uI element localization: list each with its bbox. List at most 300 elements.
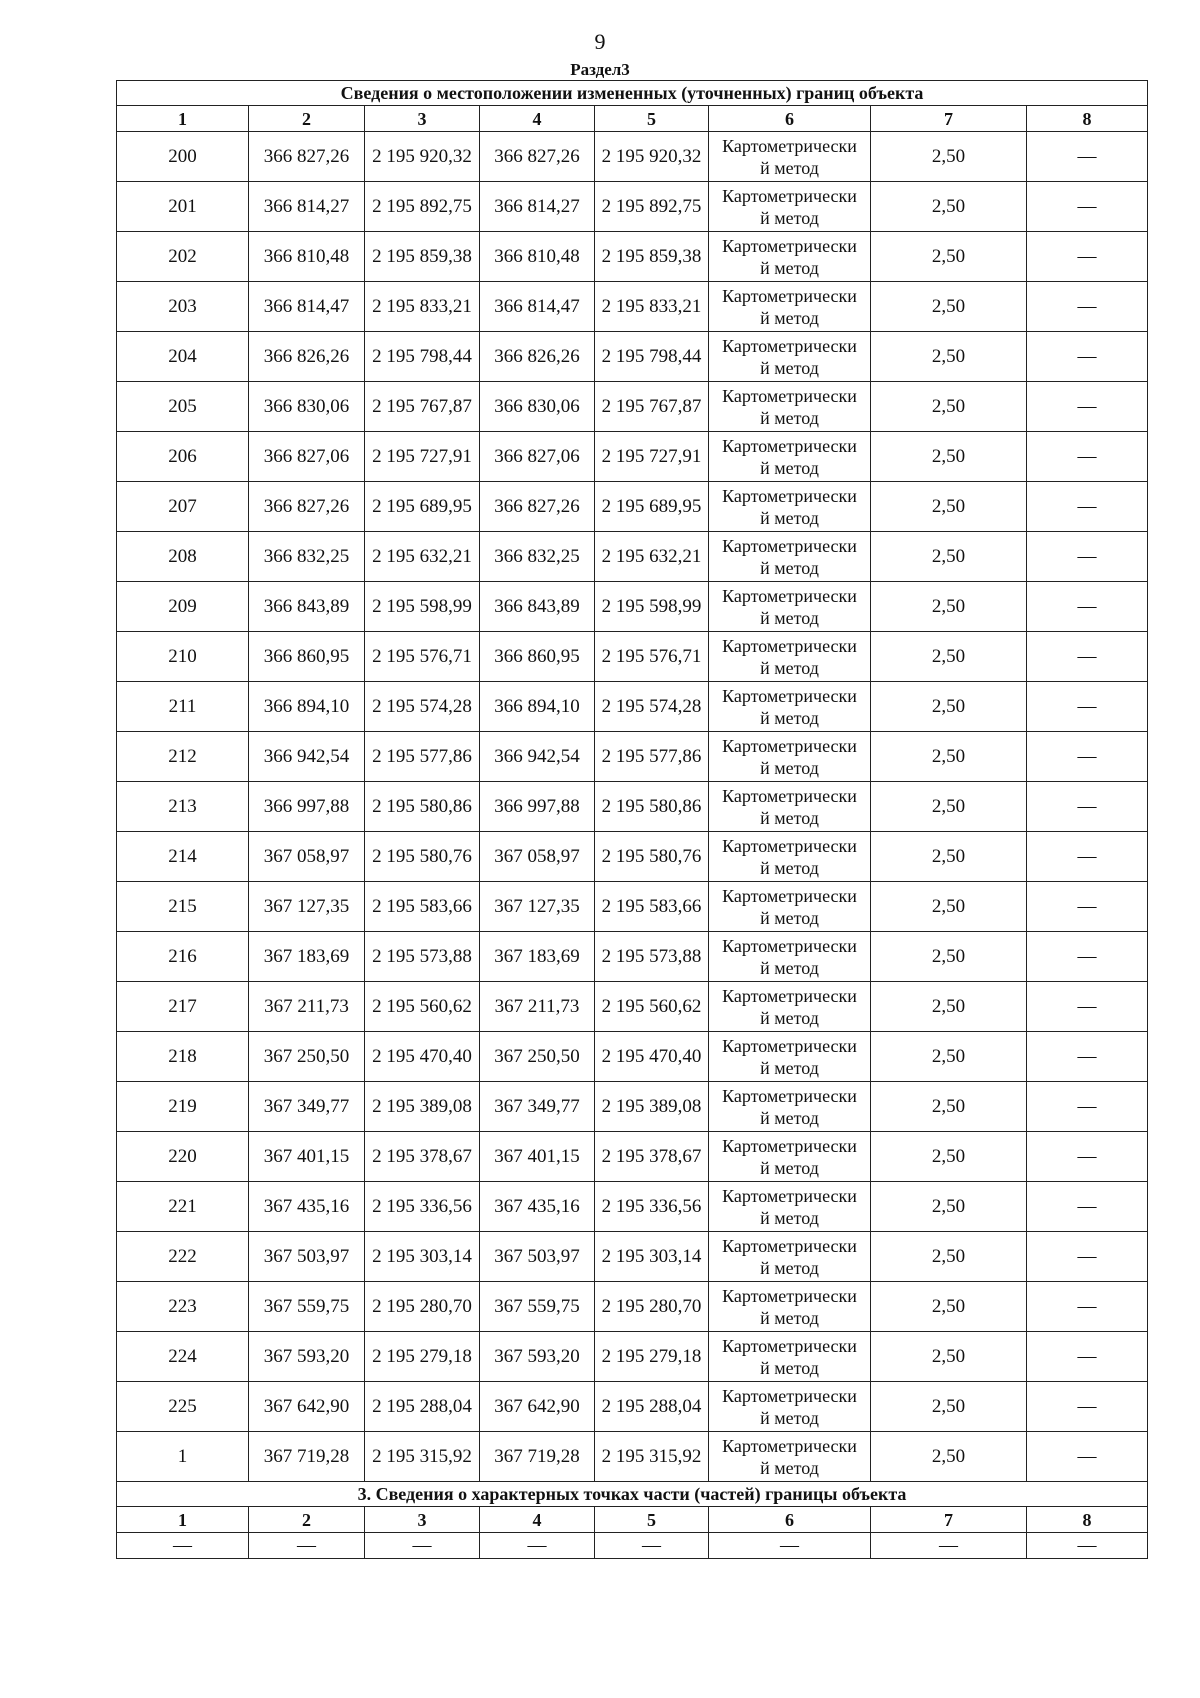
part-section-title-row	[117, 1482, 1148, 1507]
method-line-2: й метод	[760, 407, 819, 428]
y-existing-cell: 2 195 573,88	[365, 932, 480, 982]
column-number-5: 5	[595, 106, 709, 132]
accuracy-cell: 2,50	[871, 182, 1027, 232]
y-new-cell: 2 195 577,86	[595, 732, 709, 782]
table-row	[117, 432, 1148, 482]
point-number-cell: 211	[117, 682, 249, 732]
point-number-cell: 208	[117, 532, 249, 582]
point-number-cell: 221	[117, 1182, 249, 1232]
method-line-2: й метод	[760, 207, 819, 228]
method-line-2: й метод	[760, 1157, 819, 1178]
x-existing-cell: 367 349,77	[249, 1082, 365, 1132]
x-existing-cell: 367 058,97	[249, 832, 365, 882]
method-line-2: й метод	[760, 657, 819, 678]
method-cell	[709, 1432, 871, 1482]
method-cell	[709, 132, 871, 182]
x-existing-cell: 367 593,20	[249, 1332, 365, 1382]
note-cell: —	[1027, 782, 1148, 832]
y-existing-cell: 2 195 920,32	[365, 132, 480, 182]
x-existing-cell: 367 127,35	[249, 882, 365, 932]
note-cell: —	[1027, 682, 1148, 732]
y-existing-cell: 2 195 577,86	[365, 732, 480, 782]
table-row	[117, 782, 1148, 832]
section-title: Раздел3	[570, 60, 630, 79]
y-existing-cell: 2 195 583,66	[365, 882, 480, 932]
accuracy-cell: 2,50	[871, 1332, 1027, 1382]
accuracy-cell: 2,50	[871, 682, 1027, 732]
method-line-2: й метод	[760, 307, 819, 328]
y-new-cell: 2 195 833,21	[595, 282, 709, 332]
method-cell	[709, 632, 871, 682]
method-line-1: Картометрически	[722, 785, 857, 806]
column-number-8: 8	[1027, 106, 1148, 132]
table-row	[117, 1132, 1148, 1182]
x-new-cell: 366 810,48	[480, 232, 595, 282]
y-existing-cell: 2 195 315,92	[365, 1432, 480, 1482]
part-section-title: 3. Сведения о характерных точках части (частей) границы объекта	[117, 1482, 1148, 1507]
point-number-cell: 210	[117, 632, 249, 682]
method-line-2: й метод	[760, 757, 819, 778]
method-line-2: й метод	[760, 1207, 819, 1228]
part-empty-cell: —	[365, 1533, 480, 1559]
table-row	[117, 1332, 1148, 1382]
accuracy-cell: 2,50	[871, 582, 1027, 632]
method-line-1: Картометрически	[722, 585, 857, 606]
y-existing-cell: 2 195 574,28	[365, 682, 480, 732]
y-existing-cell: 2 195 279,18	[365, 1332, 480, 1382]
method-cell	[709, 482, 871, 532]
x-existing-cell: 366 860,95	[249, 632, 365, 682]
y-existing-cell: 2 195 288,04	[365, 1382, 480, 1432]
method-line-1: Картометрически	[722, 835, 857, 856]
accuracy-cell: 2,50	[871, 532, 1027, 582]
part-empty-cell: —	[871, 1533, 1027, 1559]
table-row	[117, 582, 1148, 632]
method-line-2: й метод	[760, 507, 819, 528]
part-column-number-2: 2	[249, 1507, 365, 1533]
point-number-cell: 215	[117, 882, 249, 932]
accuracy-cell: 2,50	[871, 632, 1027, 682]
x-new-cell: 367 183,69	[480, 932, 595, 982]
part-column-number-6: 6	[709, 1507, 871, 1533]
x-new-cell: 367 719,28	[480, 1432, 595, 1482]
coordinates-table	[116, 80, 1148, 1559]
method-line-2: й метод	[760, 1307, 819, 1328]
method-line-2: й метод	[760, 1457, 819, 1478]
part-empty-cell: —	[480, 1533, 595, 1559]
method-cell	[709, 382, 871, 432]
accuracy-cell: 2,50	[871, 482, 1027, 532]
point-number-cell: 209	[117, 582, 249, 632]
y-new-cell: 2 195 580,76	[595, 832, 709, 882]
table-row	[117, 332, 1148, 382]
note-cell: —	[1027, 382, 1148, 432]
method-line-1: Картометрически	[722, 1035, 857, 1056]
method-line-1: Картометрически	[722, 1385, 857, 1406]
table-row	[117, 1282, 1148, 1332]
note-cell: —	[1027, 732, 1148, 782]
y-new-cell: 2 195 920,32	[595, 132, 709, 182]
y-new-cell: 2 195 767,87	[595, 382, 709, 432]
point-number-cell: 202	[117, 232, 249, 282]
y-new-cell: 2 195 583,66	[595, 882, 709, 932]
note-cell: —	[1027, 1332, 1148, 1382]
method-line-2: й метод	[760, 357, 819, 378]
accuracy-cell: 2,50	[871, 782, 1027, 832]
table-row	[117, 682, 1148, 732]
x-new-cell: 366 997,88	[480, 782, 595, 832]
method-cell	[709, 882, 871, 932]
method-cell	[709, 282, 871, 332]
column-number-3: 3	[365, 106, 480, 132]
part-empty-cell: —	[117, 1533, 249, 1559]
note-cell: —	[1027, 132, 1148, 182]
y-new-cell: 2 195 389,08	[595, 1082, 709, 1132]
table-row	[117, 632, 1148, 682]
note-cell: —	[1027, 232, 1148, 282]
part-empty-cell: —	[249, 1533, 365, 1559]
accuracy-cell: 2,50	[871, 1382, 1027, 1432]
y-existing-cell: 2 195 336,56	[365, 1182, 480, 1232]
method-cell	[709, 432, 871, 482]
part-empty-cell: —	[709, 1533, 871, 1559]
method-cell	[709, 1232, 871, 1282]
y-existing-cell: 2 195 727,91	[365, 432, 480, 482]
part-column-number-7: 7	[871, 1507, 1027, 1533]
accuracy-cell: 2,50	[871, 232, 1027, 282]
accuracy-cell: 2,50	[871, 282, 1027, 332]
part-column-number-5: 5	[595, 1507, 709, 1533]
part-empty-cell: —	[1027, 1533, 1148, 1559]
x-new-cell: 366 814,27	[480, 182, 595, 232]
point-number-cell: 217	[117, 982, 249, 1032]
note-cell: —	[1027, 982, 1148, 1032]
method-line-2: й метод	[760, 1107, 819, 1128]
method-line-1: Картометрически	[722, 1335, 857, 1356]
method-line-1: Картометрически	[722, 485, 857, 506]
x-existing-cell: 367 503,97	[249, 1232, 365, 1282]
accuracy-cell: 2,50	[871, 1432, 1027, 1482]
y-new-cell: 2 195 632,21	[595, 532, 709, 582]
accuracy-cell: 2,50	[871, 1132, 1027, 1182]
y-existing-cell: 2 195 303,14	[365, 1232, 480, 1282]
method-cell	[709, 582, 871, 632]
table-row	[117, 1232, 1148, 1282]
x-existing-cell: 366 827,26	[249, 482, 365, 532]
y-new-cell: 2 195 859,38	[595, 232, 709, 282]
method-line-1: Картометрически	[722, 335, 857, 356]
point-number-cell: 224	[117, 1332, 249, 1382]
method-line-1: Картометрически	[722, 985, 857, 1006]
method-line-1: Картометрически	[722, 235, 857, 256]
x-new-cell: 366 827,26	[480, 132, 595, 182]
method-line-2: й метод	[760, 1257, 819, 1278]
method-cell	[709, 1282, 871, 1332]
x-existing-cell: 366 830,06	[249, 382, 365, 432]
point-number-cell: 204	[117, 332, 249, 382]
method-cell	[709, 1082, 871, 1132]
point-number-cell: 222	[117, 1232, 249, 1282]
method-line-1: Картометрически	[722, 885, 857, 906]
y-new-cell: 2 195 279,18	[595, 1332, 709, 1382]
x-existing-cell: 367 559,75	[249, 1282, 365, 1332]
y-new-cell: 2 195 598,99	[595, 582, 709, 632]
note-cell: —	[1027, 1232, 1148, 1282]
method-cell	[709, 782, 871, 832]
y-new-cell: 2 195 573,88	[595, 932, 709, 982]
note-cell: —	[1027, 282, 1148, 332]
y-new-cell: 2 195 560,62	[595, 982, 709, 1032]
y-existing-cell: 2 195 598,99	[365, 582, 480, 632]
column-number-4: 4	[480, 106, 595, 132]
x-new-cell: 366 827,26	[480, 482, 595, 532]
accuracy-cell: 2,50	[871, 982, 1027, 1032]
accuracy-cell: 2,50	[871, 382, 1027, 432]
accuracy-cell: 2,50	[871, 432, 1027, 482]
note-cell: —	[1027, 532, 1148, 582]
x-new-cell: 367 642,90	[480, 1382, 595, 1432]
method-cell	[709, 332, 871, 382]
x-existing-cell: 367 719,28	[249, 1432, 365, 1482]
x-new-cell: 367 349,77	[480, 1082, 595, 1132]
method-line-1: Картометрически	[722, 285, 857, 306]
table-row	[117, 1032, 1148, 1082]
y-existing-cell: 2 195 833,21	[365, 282, 480, 332]
method-line-1: Картометрически	[722, 1135, 857, 1156]
y-new-cell: 2 195 689,95	[595, 482, 709, 532]
accuracy-cell: 2,50	[871, 832, 1027, 882]
x-new-cell: 366 894,10	[480, 682, 595, 732]
point-number-cell: 218	[117, 1032, 249, 1082]
column-number-6: 6	[709, 106, 871, 132]
y-new-cell: 2 195 303,14	[595, 1232, 709, 1282]
column-number-7: 7	[871, 106, 1027, 132]
method-cell	[709, 1182, 871, 1232]
method-line-2: й метод	[760, 907, 819, 928]
note-cell: —	[1027, 1182, 1148, 1232]
accuracy-cell: 2,50	[871, 1182, 1027, 1232]
table-row	[117, 282, 1148, 332]
point-number-cell: 223	[117, 1282, 249, 1332]
method-cell	[709, 232, 871, 282]
column-number-2: 2	[249, 106, 365, 132]
x-new-cell: 367 593,20	[480, 1332, 595, 1382]
table-caption: Сведения о местоположении измененных (уточненных) границ объекта	[117, 81, 1148, 106]
method-line-2: й метод	[760, 1357, 819, 1378]
y-existing-cell: 2 195 689,95	[365, 482, 480, 532]
note-cell: —	[1027, 582, 1148, 632]
note-cell: —	[1027, 1382, 1148, 1432]
y-existing-cell: 2 195 378,67	[365, 1132, 480, 1182]
x-new-cell: 367 503,97	[480, 1232, 595, 1282]
accuracy-cell: 2,50	[871, 1082, 1027, 1132]
method-line-1: Картометрически	[722, 685, 857, 706]
x-new-cell: 366 814,47	[480, 282, 595, 332]
x-new-cell: 367 401,15	[480, 1132, 595, 1182]
method-cell	[709, 1332, 871, 1382]
x-existing-cell: 367 435,16	[249, 1182, 365, 1232]
x-new-cell: 366 830,06	[480, 382, 595, 432]
method-line-2: й метод	[760, 1407, 819, 1428]
table-row	[117, 182, 1148, 232]
x-existing-cell: 367 211,73	[249, 982, 365, 1032]
y-existing-cell: 2 195 576,71	[365, 632, 480, 682]
table-row	[117, 932, 1148, 982]
x-existing-cell: 366 942,54	[249, 732, 365, 782]
point-number-cell: 213	[117, 782, 249, 832]
x-existing-cell: 366 997,88	[249, 782, 365, 832]
note-cell: —	[1027, 1132, 1148, 1182]
y-existing-cell: 2 195 470,40	[365, 1032, 480, 1082]
point-number-cell: 206	[117, 432, 249, 482]
method-line-1: Картометрически	[722, 1435, 857, 1456]
method-line-2: й метод	[760, 607, 819, 628]
table-row	[117, 132, 1148, 182]
method-line-2: й метод	[760, 857, 819, 878]
y-new-cell: 2 195 378,67	[595, 1132, 709, 1182]
y-new-cell: 2 195 798,44	[595, 332, 709, 382]
table-row	[117, 232, 1148, 282]
y-existing-cell: 2 195 798,44	[365, 332, 480, 382]
method-line-1: Картометрически	[722, 385, 857, 406]
method-line-2: й метод	[760, 257, 819, 278]
method-line-1: Картометрически	[722, 1185, 857, 1206]
note-cell: —	[1027, 1282, 1148, 1332]
y-existing-cell: 2 195 280,70	[365, 1282, 480, 1332]
point-number-cell: 205	[117, 382, 249, 432]
y-new-cell: 2 195 892,75	[595, 182, 709, 232]
x-new-cell: 366 942,54	[480, 732, 595, 782]
x-existing-cell: 366 894,10	[249, 682, 365, 732]
table-row	[117, 732, 1148, 782]
note-cell: —	[1027, 432, 1148, 482]
table-row	[117, 1382, 1148, 1432]
method-line-2: й метод	[760, 457, 819, 478]
y-existing-cell: 2 195 632,21	[365, 532, 480, 582]
table-row	[117, 532, 1148, 582]
x-existing-cell: 367 183,69	[249, 932, 365, 982]
table-row	[117, 382, 1148, 432]
method-line-1: Картометрически	[722, 735, 857, 756]
note-cell: —	[1027, 832, 1148, 882]
y-new-cell: 2 195 574,28	[595, 682, 709, 732]
y-new-cell: 2 195 727,91	[595, 432, 709, 482]
accuracy-cell: 2,50	[871, 332, 1027, 382]
point-number-cell: 214	[117, 832, 249, 882]
x-new-cell: 366 860,95	[480, 632, 595, 682]
y-new-cell: 2 195 580,86	[595, 782, 709, 832]
accuracy-cell: 2,50	[871, 882, 1027, 932]
method-line-2: й метод	[760, 1007, 819, 1028]
x-new-cell: 366 827,06	[480, 432, 595, 482]
y-new-cell: 2 195 280,70	[595, 1282, 709, 1332]
part-column-numbers-row	[117, 1507, 1148, 1533]
part-column-number-4: 4	[480, 1507, 595, 1533]
method-cell	[709, 1032, 871, 1082]
y-existing-cell: 2 195 580,76	[365, 832, 480, 882]
method-line-1: Картометрически	[722, 535, 857, 556]
point-number-cell: 220	[117, 1132, 249, 1182]
note-cell: —	[1027, 482, 1148, 532]
method-line-1: Картометрически	[722, 635, 857, 656]
x-new-cell: 367 058,97	[480, 832, 595, 882]
method-cell	[709, 932, 871, 982]
x-existing-cell: 367 250,50	[249, 1032, 365, 1082]
part-column-number-8: 8	[1027, 1507, 1148, 1533]
method-line-1: Картометрически	[722, 1085, 857, 1106]
x-existing-cell: 366 827,26	[249, 132, 365, 182]
y-new-cell: 2 195 470,40	[595, 1032, 709, 1082]
point-number-cell: 225	[117, 1382, 249, 1432]
point-number-cell: 201	[117, 182, 249, 232]
method-line-1: Картометрически	[722, 135, 857, 156]
y-new-cell: 2 195 576,71	[595, 632, 709, 682]
part-empty-row	[117, 1533, 1148, 1559]
point-number-cell: 219	[117, 1082, 249, 1132]
y-existing-cell: 2 195 560,62	[365, 982, 480, 1032]
method-cell	[709, 682, 871, 732]
x-existing-cell: 366 814,47	[249, 282, 365, 332]
part-column-number-3: 3	[365, 1507, 480, 1533]
x-existing-cell: 366 810,48	[249, 232, 365, 282]
page-number: 9	[594, 29, 606, 54]
note-cell: —	[1027, 1432, 1148, 1482]
note-cell: —	[1027, 632, 1148, 682]
point-number-cell: 203	[117, 282, 249, 332]
y-new-cell: 2 195 336,56	[595, 1182, 709, 1232]
table-row	[117, 1082, 1148, 1132]
accuracy-cell: 2,50	[871, 1232, 1027, 1282]
y-existing-cell: 2 195 580,86	[365, 782, 480, 832]
point-number-cell: 207	[117, 482, 249, 532]
method-cell	[709, 182, 871, 232]
column-numbers-row	[117, 106, 1148, 132]
column-number-1: 1	[117, 106, 249, 132]
method-cell	[709, 1132, 871, 1182]
y-existing-cell: 2 195 892,75	[365, 182, 480, 232]
x-new-cell: 367 211,73	[480, 982, 595, 1032]
accuracy-cell: 2,50	[871, 1032, 1027, 1082]
part-empty-cell: —	[595, 1533, 709, 1559]
x-existing-cell: 366 814,27	[249, 182, 365, 232]
x-new-cell: 366 832,25	[480, 532, 595, 582]
method-line-2: й метод	[760, 557, 819, 578]
method-line-1: Картометрически	[722, 185, 857, 206]
method-line-2: й метод	[760, 157, 819, 178]
x-existing-cell: 366 832,25	[249, 532, 365, 582]
x-existing-cell: 367 401,15	[249, 1132, 365, 1182]
method-line-2: й метод	[760, 1057, 819, 1078]
method-line-2: й метод	[760, 707, 819, 728]
method-cell	[709, 832, 871, 882]
method-cell	[709, 732, 871, 782]
method-line-2: й метод	[760, 957, 819, 978]
point-number-cell: 200	[117, 132, 249, 182]
y-existing-cell: 2 195 859,38	[365, 232, 480, 282]
table-row	[117, 832, 1148, 882]
table-row	[117, 1432, 1148, 1482]
note-cell: —	[1027, 1082, 1148, 1132]
y-existing-cell: 2 195 767,87	[365, 382, 480, 432]
y-new-cell: 2 195 315,92	[595, 1432, 709, 1482]
method-line-2: й метод	[760, 807, 819, 828]
method-line-1: Картометрически	[722, 1285, 857, 1306]
note-cell: —	[1027, 1032, 1148, 1082]
y-existing-cell: 2 195 389,08	[365, 1082, 480, 1132]
y-new-cell: 2 195 288,04	[595, 1382, 709, 1432]
point-number-cell: 212	[117, 732, 249, 782]
point-number-cell: 216	[117, 932, 249, 982]
